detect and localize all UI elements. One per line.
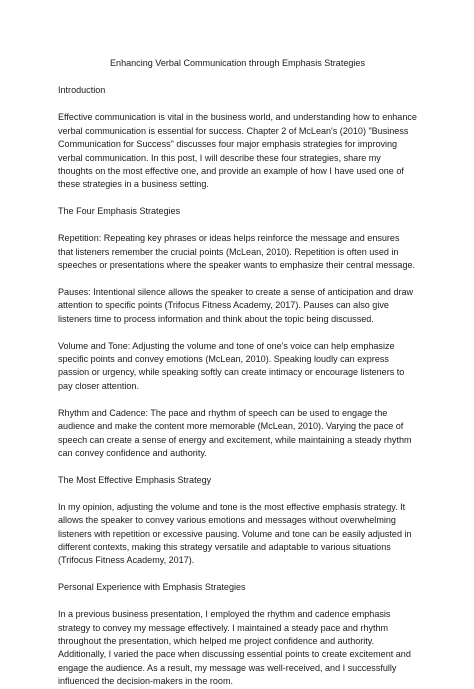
section-heading-personal-experience: Personal Experience with Emphasis Strategies: [58, 582, 246, 593]
section-heading-four-strategies: The Four Emphasis Strategies: [58, 206, 181, 217]
paragraph-personal-experience: In a previous business presentation, I employed the rhythm and cadence emphasis strategy to convey my message effectively. I maintained a steady pace and rhythm throughout the presentation, which helped me project confidence and authority. Additionally, I varied the pace when discussing essential points to create excitement and engage the audience. As a result, my message was well-received, and I successfully influenced the decision-makers in the room.: [58, 609, 411, 687]
section-heading-introduction: Introduction: [58, 85, 106, 96]
section-heading-most-effective: The Most Effective Emphasis Strategy: [58, 474, 212, 485]
paragraph-repetition: Repetition: Repeating key phrases or ideas helps reinforce the message and ensures that listeners remember the crucial points (McLean, 2010). Repetition is often used in speeches or presentations where the speaker wants to emphasize their central message.: [58, 233, 416, 270]
document-title: Enhancing Verbal Communication through Emphasis Strategies: [110, 58, 365, 68]
paragraph-volume-tone: Volume and Tone: Adjusting the volume and tone of one's voice can help emphasize specific points and convey emotions (McLean, 2010). Speaking loudly can express passion or urgency, while speaking softly can create intimacy or encourage listeners to pay closer attention.: [58, 340, 405, 391]
paragraph-introduction: Effective communication is vital in the business world, and understanding how to enhance verbal communication is essential for success. Chapter 2 of McLean's (2010) "Business Communication for Success" discusses four major emphasis strategies for improving verbal communication. In this post, I will describe these four strategies, share my thoughts on the most effective one, and provide an example of how I have used one of these strategies in a business setting.: [58, 112, 417, 190]
paragraph-most-effective: In my opinion, adjusting the volume and tone is the most effective emphasis strategy. It allows the speaker to convey various emotions and messages without overwhelming listeners with repetition or excessive pausing. Volume and tone can be easily adjusted in different contexts, making this strategy versatile and adaptable to various situations (Trifocus Fitness Academy, 2017).: [58, 501, 412, 566]
paragraph-pauses: Pauses: Intentional silence allows the speaker to create a sense of anticipation and draw attention to specific points (Trifocus Fitness Academy, 2017). Pauses can also give listeners time to process information and think about the topic being discussed.: [58, 286, 414, 324]
paragraph-rhythm-cadence: Rhythm and Cadence: The pace and rhythm of speech can be used to engage the audience and make the content more memorable (McLean, 2010). Varying the pace of speech can create a sense of energy and excitement, while maintaining a steady rhythm can convey confidence and authority.: [58, 407, 412, 458]
